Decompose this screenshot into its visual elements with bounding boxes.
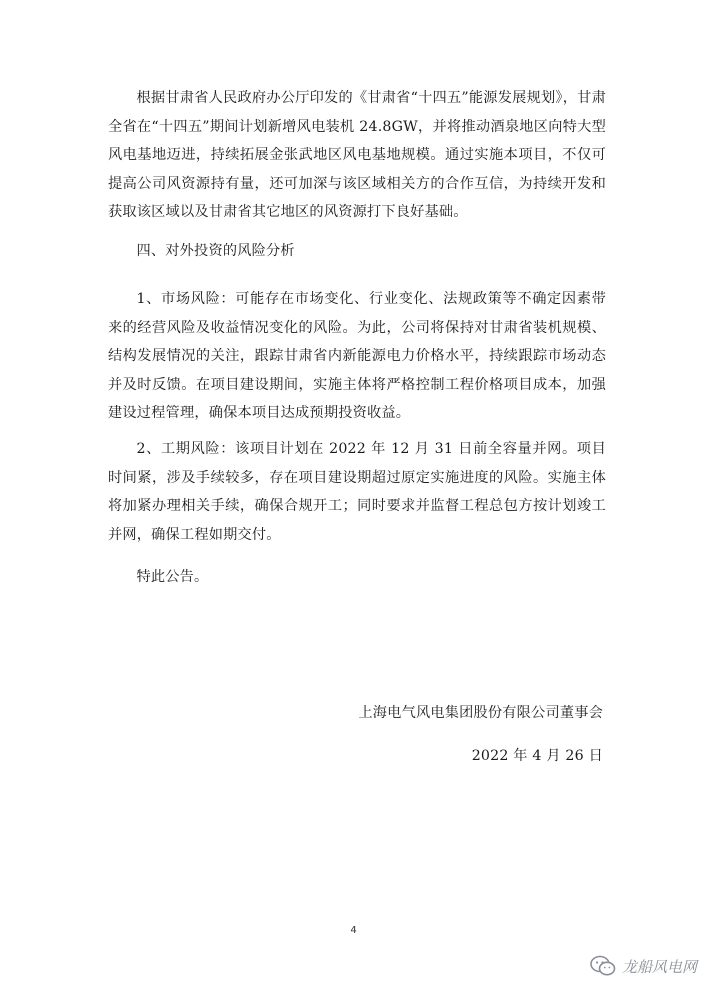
paragraph-market-risk: 1、市场风险：可能存在市场变化、行业变化、法规政策等不确定因素带来的经营风险及收益情况变化的风险。为此，公司将保持对甘肃省装机规模、结构发展情况的关注，跟踪甘肃省内新能源电力价格水平，持续跟踪市场动态并及时反馈。在项目建设期间，实施主体将严格控制工程价格项目成本，加强建设过程管理，确保本项目达成预期投资收益。 xyxy=(108,291,606,422)
signature-company: 上海电气风电集团股份有限公司董事会 xyxy=(358,705,603,721)
paragraph-energy-plan: 根据甘肃省人民政府办公厅印发的《甘肃省“十四五”能源发展规划》，甘肃全省在“十四五”期间计划新增风电装机 24.8GW，并将推动酒泉地区向特大型风电基地迈进，持续拓展金张武地区风电基地规模。通过实施本项目，不仅可提高公司风资源持有量，还可加深与该区域相关方的合作互信，为持续开发和获取该区域以及甘肃省其它地区的风资源打下良好基础。 xyxy=(108,90,606,221)
watermark-text: 龙船风电网 xyxy=(621,957,697,976)
wechat-icon xyxy=(590,955,616,977)
page-number: 4 xyxy=(350,925,357,936)
section-heading-risk-analysis: 四、对外投资的风险分析 xyxy=(136,243,295,259)
signature-date: 2022 年 4 月 26 日 xyxy=(471,748,603,764)
paragraph-announcement-closing: 特此公告。 xyxy=(136,569,209,585)
watermark xyxy=(590,955,697,977)
paragraph-schedule-risk: 2、工期风险：该项目计划在 2022 年 12 月 31 日前全容量并网。项目时间紧，涉及手续较多，存在项目建设期超过原定实施进度的风险。实施主体将加紧办理相关手续，确保合规开工；同时要求并监督工程总包方按计划竣工并网，确保工程如期交付。 xyxy=(108,441,606,543)
